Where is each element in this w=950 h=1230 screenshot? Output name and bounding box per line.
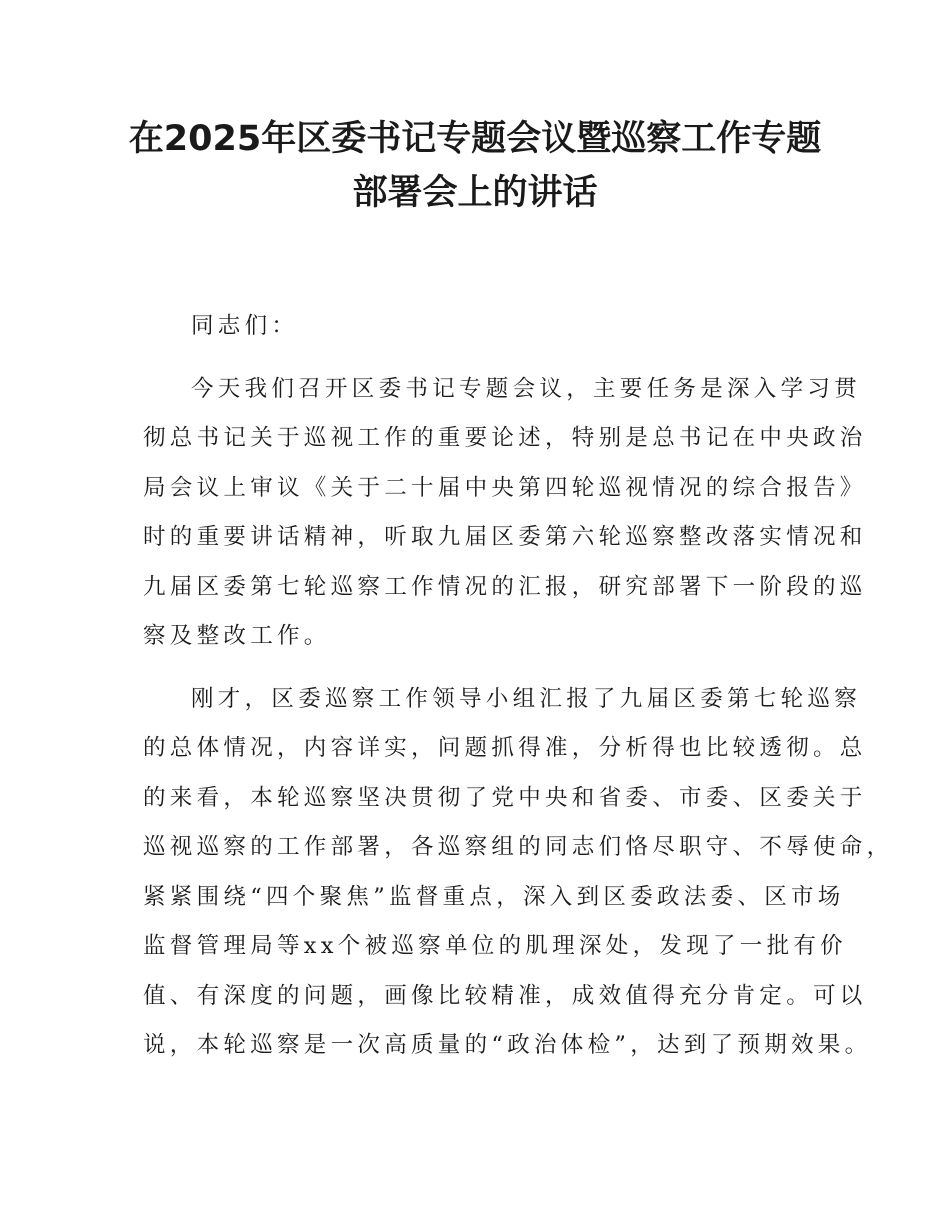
salutation-text: 同志们：	[191, 313, 299, 339]
document-body	[143, 302, 894, 1071]
paragraph-line: 今天我们召开区委书记专题会议，主要任务是深入学习贯	[191, 375, 862, 402]
paragraph-line: 彻总书记关于巡视工作的重要论述，特别是总书记在中央政治	[143, 425, 867, 451]
paragraph-line: 九届区委第七轮巡察工作情况的汇报，研究部署下一阶段的巡	[143, 573, 867, 600]
paragraph-line: 刚才，区委巡察工作领导小组汇报了九届区委第七轮巡察	[191, 685, 862, 712]
paragraph-line: 监督管理局等xx个被巡察单位的肌理深处，发现了一批有价	[143, 933, 847, 959]
paragraph-line: 的总体情况，内容详实，问题抓得准，分析得也比较透彻。总	[143, 735, 867, 761]
paragraph-2	[143, 675, 894, 1071]
paragraph-line: 紧紧围绕“四个聚焦”监督重点，深入到区委政法委、区市场	[143, 883, 845, 910]
paragraph-line: 局会议上审议《关于二十届中央第四轮巡视情况的综合报告》	[143, 474, 867, 501]
salutation	[143, 302, 813, 352]
paragraph-line: 的来看，本轮巡察坚决贯彻了党中央和省委、市委、区委关于	[143, 784, 867, 811]
document-title	[120, 112, 830, 220]
paragraph-line: 巡视巡察的工作部署，各巡察组的同志们恪尽职守、不辱使命，	[143, 834, 894, 860]
paragraph-1	[143, 365, 867, 662]
paragraph-line: 察及整改工作。	[143, 623, 331, 649]
title-line-1: 在2025年区委书记专题会议暨巡察工作专题	[128, 119, 822, 159]
paragraph-line: 值、有深度的问题，画像比较精准，成效值得充分肯定。可以	[143, 982, 867, 1009]
paragraph-line: 说，本轮巡察是一次高质量的“政治体检”，达到了预期效果。	[143, 1032, 872, 1058]
paragraph-line: 时的重要讲话精神，听取九届区委第六轮巡察整改落实情况和	[143, 524, 867, 550]
title-line-2: 部署会上的讲话	[352, 173, 598, 213]
